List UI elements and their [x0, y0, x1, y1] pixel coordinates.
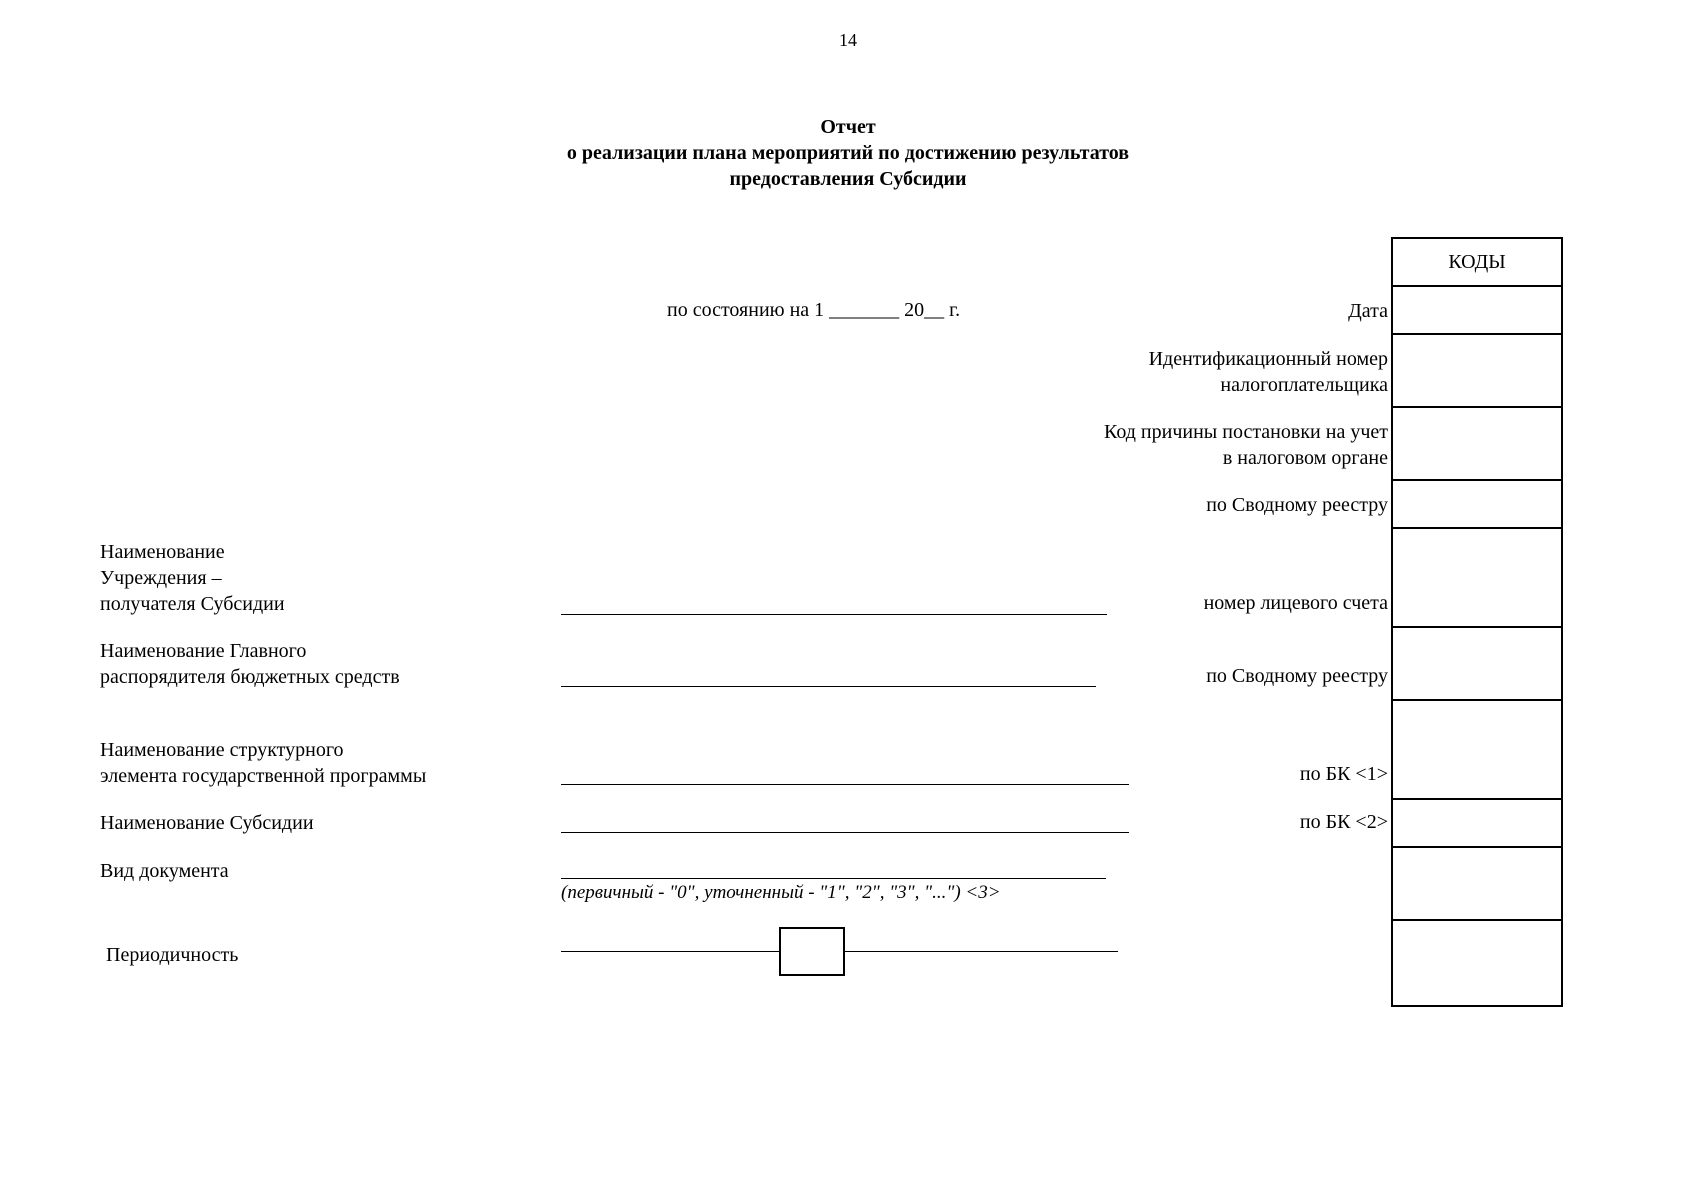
label-kpp-line-2: в налоговом органе — [1222, 447, 1388, 469]
codes-header: КОДЫ — [1393, 239, 1561, 287]
program-element-field[interactable] — [561, 784, 1129, 785]
label-svod-reestr-grbs: по Сводному реестру — [1206, 665, 1388, 687]
label-kpp-line-1: Код причины постановки на учет — [1103, 421, 1388, 443]
code-cell-bk1[interactable] — [1393, 701, 1561, 800]
label-periodicity: Периодичность — [106, 944, 239, 966]
label-recipient-line-2: Учреждения – — [100, 567, 222, 589]
code-cell-svod-reestr-recipient[interactable] — [1393, 481, 1561, 529]
report-subtitle-line-1: о реализации плана мероприятий по достижению результатов — [566, 142, 1130, 164]
label-subsidy: Наименование Субсидии — [100, 812, 314, 834]
page-number: 14 — [839, 30, 857, 50]
code-cell-periodicity[interactable] — [1393, 921, 1561, 1005]
label-inn-line-1: Идентификационный номер — [1148, 348, 1388, 370]
report-title: Отчет — [820, 116, 876, 138]
periodicity-code-box[interactable] — [779, 927, 845, 976]
label-doc-type: Вид документа — [100, 860, 229, 882]
recipient-name-field[interactable] — [561, 614, 1107, 615]
doc-type-hint: (первичный - "0", уточненный - "1", "2", "3", "...") <3> — [561, 882, 1001, 903]
codes-table — [1391, 237, 1563, 1007]
label-inn-line-2: налогоплательщика — [1220, 374, 1388, 396]
label-recipient-line-3: получателя Субсидии — [100, 593, 285, 615]
grbs-name-field[interactable] — [561, 686, 1096, 687]
code-cell-kpp[interactable] — [1393, 408, 1561, 481]
label-recipient-line-1: Наименование — [100, 541, 225, 563]
code-cell-doc-type[interactable] — [1393, 848, 1561, 921]
label-program-line-1: Наименование структурного — [100, 739, 344, 761]
report-subtitle-line-2: предоставления Субсидии — [729, 168, 967, 190]
doc-type-field[interactable] — [561, 878, 1106, 879]
label-grbs-line-1: Наименование Главного — [100, 640, 307, 662]
as-of-date: по состоянию на 1 _______ 20__ г. — [667, 299, 961, 321]
label-date: Дата — [1348, 300, 1388, 322]
code-cell-account-number[interactable] — [1393, 529, 1561, 628]
subsidy-name-field[interactable] — [561, 832, 1129, 833]
label-bk1: по БК <1> — [1299, 763, 1388, 785]
code-cell-bk2[interactable] — [1393, 800, 1561, 848]
label-bk2: по БК <2> — [1299, 811, 1388, 833]
code-cell-date[interactable] — [1393, 287, 1561, 335]
label-account-number: номер лицевого счета — [1203, 592, 1388, 614]
label-svod-reestr-recipient: по Сводному реестру — [1206, 494, 1388, 516]
code-cell-inn[interactable] — [1393, 335, 1561, 408]
code-cell-svod-reestr-grbs[interactable] — [1393, 628, 1561, 701]
label-program-line-2: элемента государственной программы — [100, 765, 427, 787]
label-grbs-line-2: распорядителя бюджетных средств — [100, 666, 400, 688]
